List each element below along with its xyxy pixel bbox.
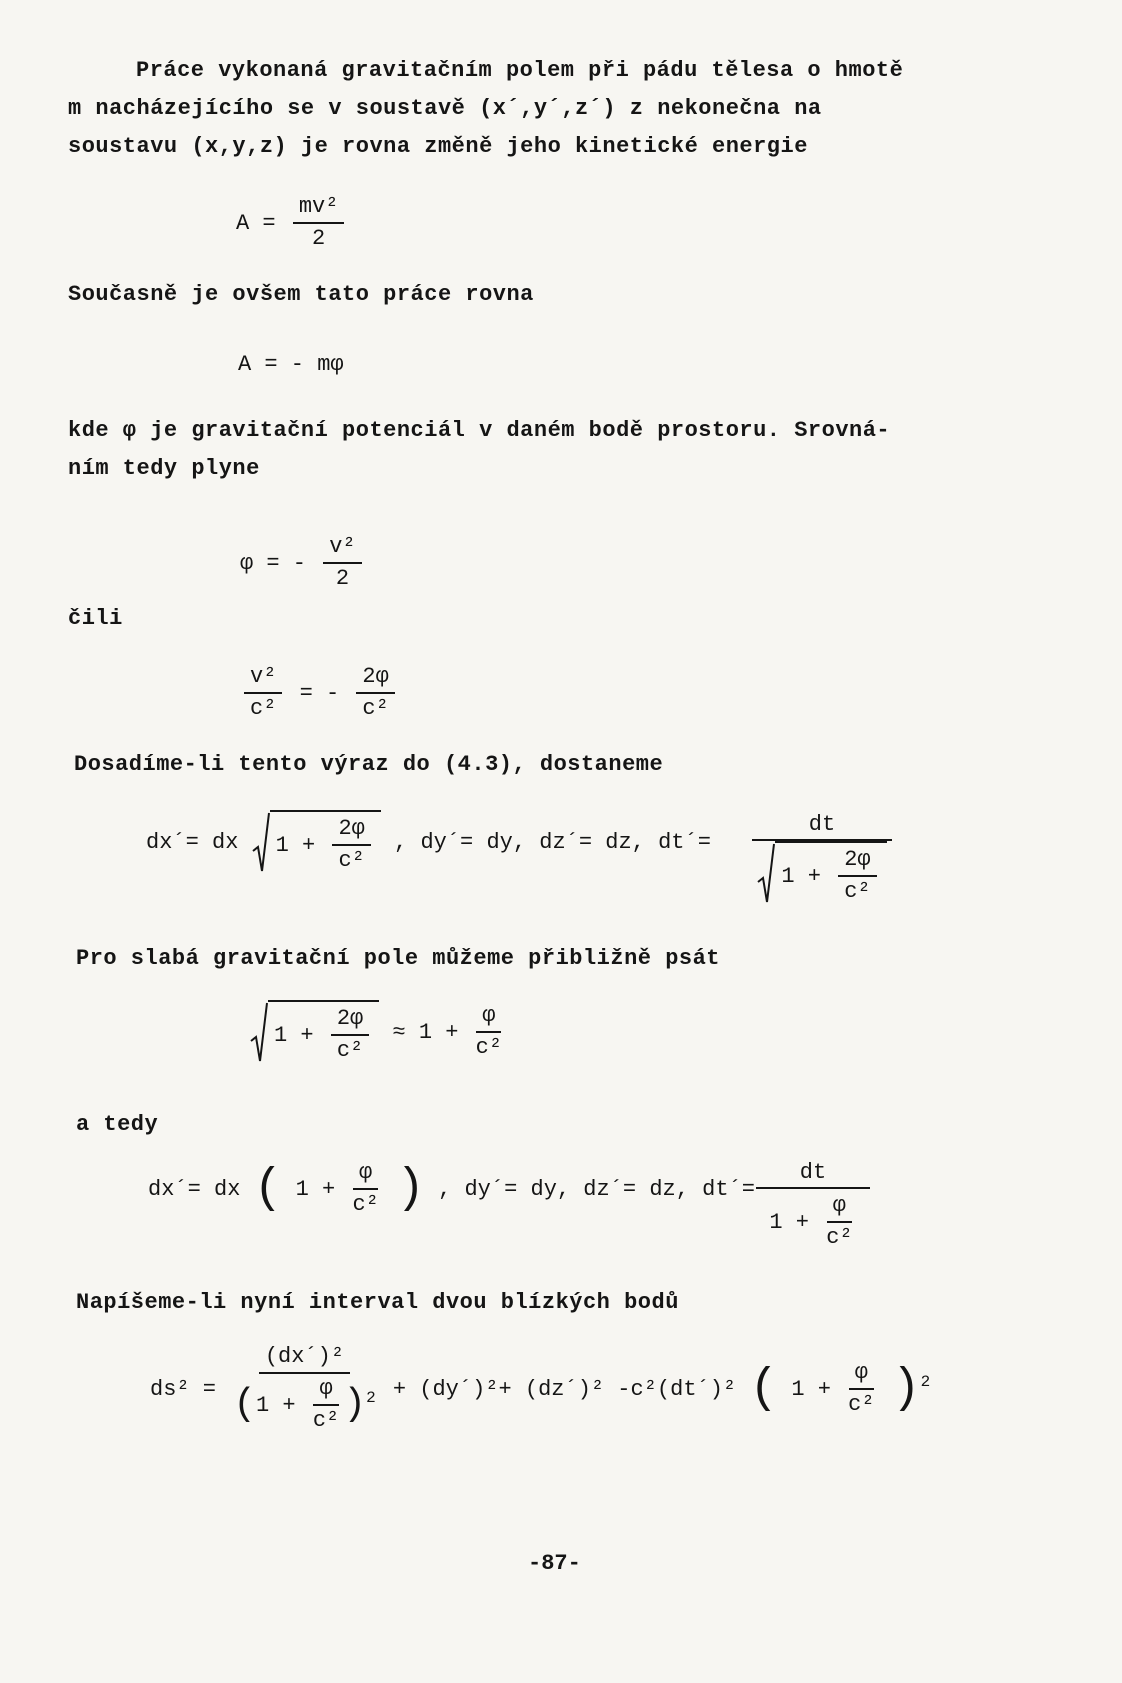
right-paren: ) — [891, 1362, 921, 1416]
one-plus: 1 + — [769, 1209, 809, 1235]
fraction-denominator: 2 — [312, 226, 326, 251]
radical-sign-icon — [757, 842, 775, 904]
fraction-numerator: φ — [353, 1160, 378, 1190]
fraction — [838, 847, 876, 905]
square-root — [252, 810, 381, 874]
fraction-denominator: c² — [362, 696, 389, 721]
exponent: 2 — [366, 1388, 376, 1407]
dt-numerator: dt — [756, 1160, 870, 1189]
right-paren: ) — [396, 1162, 425, 1216]
text-and-thus: a tedy — [76, 1112, 159, 1137]
equation-ratio — [240, 664, 399, 722]
one-plus: 1 + — [791, 1376, 831, 1402]
equation-dt-fraction — [752, 812, 892, 905]
one-plus: 1 + — [781, 863, 821, 889]
fraction — [332, 816, 370, 874]
fraction-numerator: 2φ — [332, 816, 370, 846]
equation-lhs: ds² = — [150, 1376, 217, 1402]
equation-transform-approx — [148, 1160, 755, 1218]
fraction — [848, 1360, 874, 1418]
fraction-main — [233, 1344, 375, 1434]
approx-sign: ≈ 1 + — [392, 1019, 459, 1045]
equation-rest: + (dy´)²+ (dz´)² -c²(dt´)² — [392, 1376, 737, 1402]
fraction — [476, 1003, 502, 1061]
one-plus: 1 + — [295, 1176, 336, 1202]
paragraph-intro-line-3: soustavu (x,y,z) je rovna změně jeho kinetické energie — [68, 134, 808, 159]
equation-work-potential: A = - mφ — [238, 352, 344, 377]
equation-lhs: φ = - — [240, 550, 307, 576]
fraction-numerator: φ — [827, 1193, 852, 1223]
fraction-numerator: mv² — [293, 194, 345, 224]
fraction-denominator: c² — [475, 1035, 503, 1060]
radical-sign-icon — [250, 1001, 268, 1063]
fraction — [826, 1193, 852, 1251]
fraction-denominator: c² — [250, 696, 277, 721]
square-root-body — [775, 841, 886, 905]
text-substitute: Dosadíme-li tento výraz do (4.3), dostaneme — [74, 752, 664, 777]
text-weak-fields: Pro slabá gravitační pole můžeme přibližně psát — [76, 946, 721, 971]
paragraph-intro-line-2: m nacházejícího se v soustavě (x´,y´,z´) z nekonečna na — [68, 96, 822, 121]
fraction-numerator: φ — [849, 1360, 874, 1390]
fraction-denominator: c² — [826, 1225, 853, 1250]
fraction-right — [356, 664, 394, 722]
fraction-numerator: v² — [323, 534, 361, 564]
paragraph-potential-line-2: ním tedy plyne — [68, 456, 260, 481]
equation-phi — [240, 534, 366, 592]
text-cili: čili — [68, 606, 123, 631]
equation-dx: dx´= dx — [148, 1176, 241, 1202]
fraction-numerator: φ — [476, 1003, 501, 1033]
square-root — [757, 841, 886, 905]
fraction-numerator: (dx´)² — [259, 1344, 350, 1374]
radical-sign-icon — [252, 811, 270, 873]
fraction-numerator: 2φ — [838, 847, 876, 877]
paragraph-potential-line-1: kde φ je gravitační potenciál v daném bodě prostoru. Srovná- — [68, 418, 891, 443]
square-root-body — [270, 810, 381, 874]
left-paren: ( — [233, 1383, 257, 1426]
left-paren: ( — [749, 1362, 779, 1416]
fraction-denominator: c² — [352, 1192, 379, 1217]
one-plus: 1 + — [274, 1022, 314, 1048]
fraction-denominator: c² — [338, 848, 365, 873]
one-plus: 1 + — [256, 1392, 296, 1418]
equation-dx: dx´= dx — [146, 829, 239, 855]
text-interval: Napíšeme-li nyní interval dvou blízkých bodů — [76, 1290, 679, 1315]
equation-work-kinetic — [236, 194, 348, 252]
equation-lhs: A = — [236, 210, 276, 236]
fraction — [352, 1160, 378, 1218]
fraction-left — [244, 664, 282, 722]
paragraph-intro — [68, 52, 903, 166]
text-simultaneously: Současně je ovšem tato práce rovna — [68, 282, 534, 307]
dt-numerator: dt — [752, 812, 892, 841]
right-paren: ) — [343, 1383, 367, 1426]
fraction — [313, 1376, 339, 1434]
equation-transform-exact — [146, 810, 711, 874]
fraction — [293, 194, 345, 252]
fraction-denominator: c² — [336, 1038, 364, 1063]
fraction-denominator: 2 — [335, 566, 350, 591]
fraction-numerator: v² — [244, 664, 282, 694]
fraction-denominator: c² — [848, 1392, 875, 1417]
fraction-numerator: 2φ — [331, 1006, 369, 1036]
paragraph-potential — [68, 412, 890, 488]
paragraph-intro-line-1: Práce vykonaná gravitačním polem při pádu tělesa o hmotě — [136, 58, 904, 83]
equation-dy-dz-dt: , dy´= dy, dz´= dz, dt´= — [394, 829, 711, 855]
page-number: -87- — [528, 1551, 581, 1576]
fraction — [331, 1006, 369, 1064]
fraction-numerator: φ — [313, 1376, 338, 1406]
fraction-numerator: 2φ — [356, 664, 394, 694]
fraction-denominator — [233, 1374, 375, 1434]
equation-equals: = - — [299, 680, 340, 706]
equation-dt-fraction — [756, 1160, 870, 1251]
equation-approximation — [250, 1000, 506, 1064]
equation-dy-dz-dt: , dy´= dy, dz´= dz, dt´= — [438, 1176, 755, 1202]
square-root — [250, 1000, 379, 1064]
fraction-denominator: c² — [312, 1408, 340, 1433]
one-plus: 1 + — [275, 832, 316, 858]
square-root-body — [268, 1000, 379, 1064]
fraction — [323, 534, 361, 592]
dt-denominator — [756, 1189, 870, 1251]
exponent: 2 — [920, 1372, 931, 1391]
fraction-denominator: c² — [844, 879, 871, 904]
equation-interval — [150, 1344, 930, 1434]
left-paren: ( — [253, 1162, 283, 1216]
